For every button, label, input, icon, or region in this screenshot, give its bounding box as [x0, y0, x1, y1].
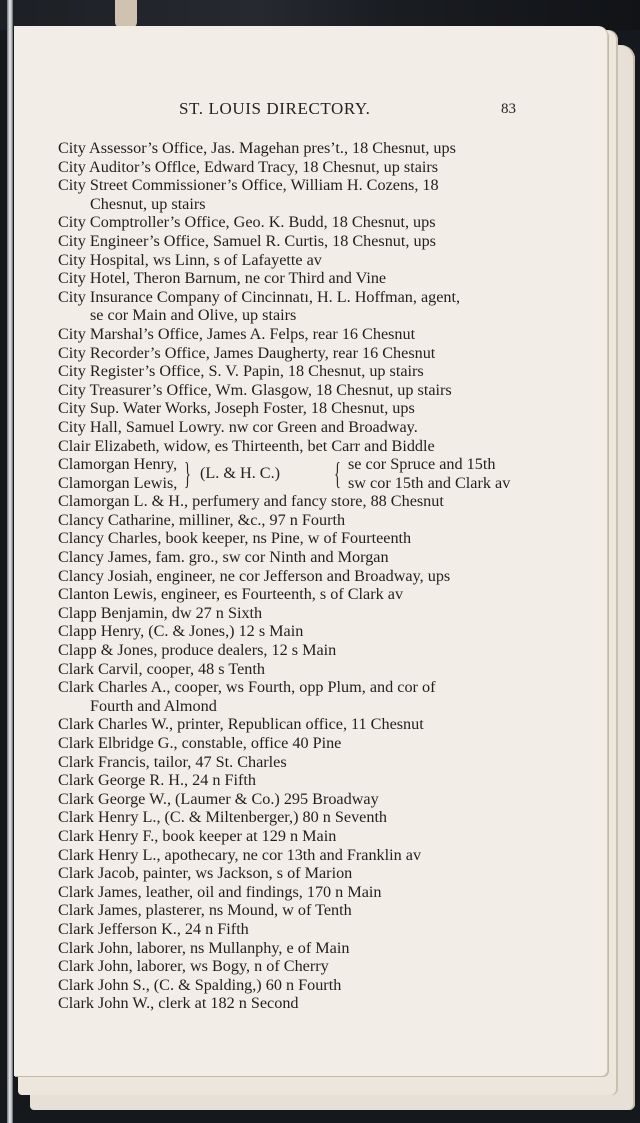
directory-entry: [58, 213, 578, 232]
entry-continuation: Chesnut, up stairs: [90, 194, 206, 213]
directory-entry: [58, 641, 578, 660]
entry-text: City Hall, Samuel Lowry. nw cor Green and Broadway.: [58, 417, 418, 436]
entry-text: Clark George R. H., 24 n Fifth: [58, 771, 256, 790]
entry-text: Clark James, plasterer, ns Mound, w of Tenth: [58, 901, 352, 920]
directory-entry: [58, 529, 578, 548]
directory-entry: [58, 771, 578, 790]
directory-entry: [58, 715, 578, 734]
entry-text: Clark Jacob, painter, ws Jackson, s of Marion: [58, 864, 353, 883]
directory-entry: [58, 994, 578, 1013]
entry-text: Clark George W., (Laumer & Co.) 295 Broadway: [58, 789, 379, 808]
entry-text: City Treasurer’s Office, Wm. Glasgow, 18 Chesnut, up stairs: [58, 380, 452, 399]
entry-text: Clancy Catharine, milliner, &c., 97 n Fourth: [58, 510, 346, 529]
directory-entry: [58, 325, 578, 344]
directory-entry: [58, 585, 578, 604]
entry-text: Clark Henry L., apothecary, ne cor 13th and Franklin av: [58, 845, 422, 864]
entry-text: City Auditor’s Offlce, Edward Tracy, 18 Chesnut, up stairs: [58, 157, 439, 176]
directory-entry: [58, 567, 578, 586]
entry-text: City Recorder’s Office, James Daugherty, rear 16 Chesnut: [58, 343, 436, 362]
entry-text: City Hotel, Theron Barnum, ne cor Third and Vine: [58, 269, 387, 288]
directory-entry: [58, 734, 578, 753]
entry-text: Clark Charles W., printer, Republican office, 11 Chesnut: [58, 715, 424, 734]
running-title: ST. LOUIS DIRECTORY.: [179, 99, 371, 118]
directory-entry: [58, 176, 578, 213]
entry-address: se cor Spruce and 15th: [348, 455, 496, 474]
directory-entry: [58, 139, 578, 158]
left-brace-icon: {: [334, 455, 341, 492]
entry-continuation: Fourth and Almond: [90, 696, 217, 715]
directory-entry: [58, 901, 578, 920]
entry-text: Clark Francis, tailor, 47 St. Charles: [58, 752, 287, 771]
page-holder-rod: [7, 0, 13, 1123]
entry-text: Clark James, leather, oil and findings, 170 n Main: [58, 882, 382, 901]
entry-text: Clapp & Jones, produce dealers, 12 s Main: [58, 641, 337, 660]
directory-entry: [58, 827, 578, 846]
entry-text: Clark Carvil, cooper, 48 s Tenth: [58, 659, 265, 678]
directory-entry: [58, 604, 578, 623]
entry-address: sw cor 15th and Clark av: [348, 473, 511, 492]
entry-text: City Comptroller’s Office, Geo. K. Budd, 18 Chesnut, ups: [58, 213, 436, 232]
firm-name: (L. & H. C.): [200, 464, 281, 483]
directory-entry: [58, 678, 578, 715]
entry-text: Clair Elizabeth, widow, es Thirteenth, bet Carr and Biddle: [58, 436, 435, 455]
entry-text: City Marshal’s Office, James A. Felps, rear 16 Chesnut: [58, 324, 416, 343]
page-number: 83: [501, 101, 516, 117]
entry-text: City Hospital, ws Linn, s of Lafayette av: [58, 250, 322, 269]
directory-entry: [58, 808, 578, 827]
directory-entry: [58, 920, 578, 939]
entry-continuation: se cor Main and Olive, up stairs: [90, 306, 297, 325]
directory-page: [14, 26, 608, 1076]
entry-text: City Engineer’s Office, Samuel R. Curtis, 18 Chesnut, ups: [58, 231, 436, 250]
entry-text: City Register’s Office, S. V. Papin, 18 Chesnut, up stairs: [58, 362, 424, 381]
entry-text: City Insurance Company of Cincinnatı, H. L. Hoffman, agent,: [58, 287, 461, 306]
running-header: [14, 96, 608, 120]
directory-entry: [58, 232, 578, 251]
directory-entry: [58, 399, 578, 418]
entry-text: Clancy Josiah, engineer, ne cor Jefferson and Broadway, ups: [58, 566, 451, 585]
directory-entry: [58, 381, 578, 400]
entry-text: Clark Henry L., (C. & Miltenberger,) 80 n Seventh: [58, 808, 388, 827]
directory-entry: [58, 418, 578, 437]
directory-entry: [58, 976, 578, 995]
entry-text: City Assessor’s Office, Jas. Magehan pres’t., 18 Chesnut, ups: [58, 139, 456, 157]
right-brace-icon: }: [184, 455, 191, 492]
directory-entry: [58, 492, 578, 511]
entry-text: Clark Henry F., book keeper at 129 n Main: [58, 826, 337, 845]
entry-text: Clancy Charles, book keeper, ns Pine, w of Fourteenth: [58, 529, 412, 548]
entry-name: Clamorgan Henry,: [58, 455, 178, 474]
bracket-entry: [58, 455, 578, 492]
directory-entry: [58, 362, 578, 381]
directory-entry: [58, 158, 578, 177]
entry-text: City Street Commissioner’s Office, William H. Cozens, 18: [58, 176, 439, 195]
directory-entry: [58, 957, 578, 976]
entry-text: Clapp Benjamin, dw 27 n Sixth: [58, 603, 263, 622]
directory-entry: [58, 939, 578, 958]
entry-text: Clark John W., clerk at 182 n Second: [58, 994, 299, 1013]
entry-text: City Sup. Water Works, Joseph Foster, 18 Chesnut, ups: [58, 399, 415, 418]
entry-name: Clamorgan Lewis,: [58, 473, 178, 492]
entry-text: Clark John, laborer, ns Mullanphy, e of Main: [58, 938, 350, 957]
directory-entry: [58, 548, 578, 567]
directory-entry: [58, 622, 578, 641]
entry-text: Clark John, laborer, ws Bogy, n of Cherry: [58, 957, 329, 976]
directory-entry: [58, 269, 578, 288]
entry-text: Clark Jefferson K., 24 n Fifth: [58, 919, 249, 938]
directory-entry: [58, 660, 578, 679]
entry-text: Clark Charles A., cooper, ws Fourth, opp Plum, and cor of: [58, 678, 436, 697]
directory-entry: [58, 864, 578, 883]
directory-entry: [58, 511, 578, 530]
directory-entry: [58, 846, 578, 865]
directory-entry: [58, 251, 578, 270]
entry-text: Clapp Henry, (C. & Jones,) 12 s Main: [58, 622, 304, 641]
directory-entry: [58, 437, 578, 456]
directory-entry: [58, 753, 578, 772]
entry-text: Clamorgan L. & H., perfumery and fancy store, 88 Chesnut: [58, 492, 444, 511]
entry-text: Clark Elbridge G., constable, office 40 Pine: [58, 734, 342, 752]
background-object: [115, 0, 137, 28]
entry-text: Clark John S., (C. & Spalding,) 60 n Fourth: [58, 975, 342, 994]
directory-entry: [58, 790, 578, 809]
directory-entry: [58, 883, 578, 902]
directory-entry: [58, 288, 578, 325]
entry-text: Clanton Lewis, engineer, es Fourteenth, s of Clark av: [58, 585, 404, 604]
directory-entries: [58, 139, 578, 1013]
entry-text: Clancy James, fam. gro., sw cor Ninth and Morgan: [58, 548, 389, 567]
directory-entry: [58, 344, 578, 363]
